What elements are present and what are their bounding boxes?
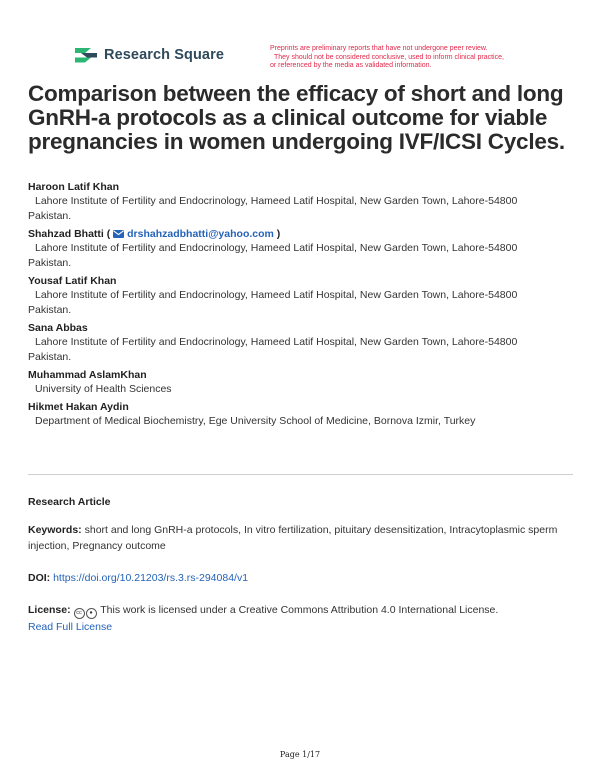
author-affiliation <box>28 241 588 271</box>
author-block <box>28 275 588 318</box>
affiliation-line: Pakistan. <box>28 304 72 316</box>
section-divider <box>28 474 573 475</box>
author-name: Shahzad Bhatti <box>28 228 104 240</box>
affiliation-line: Department of Medical Biochemistry, Ege University School of Medicine, Bornova Izmir, Turkey <box>35 415 476 427</box>
logo-text: Research Square <box>104 47 224 63</box>
read-full-license-link[interactable]: Read Full License <box>28 621 113 633</box>
attribution-icon: ● <box>86 608 97 619</box>
affiliation-line: Lahore Institute of Fertility and Endocrinology, Hameed Latif Hospital, New Garden Town, Lahore-54800 <box>35 195 518 207</box>
author-name: Muhammad AslamKhan <box>28 369 147 381</box>
doi-link[interactable]: https://doi.org/10.21203/rs.3.rs-294084/v1 <box>53 572 249 584</box>
affiliation-line: Lahore Institute of Fertility and Endocrinology, Hameed Latif Hospital, New Garden Town, Lahore-54800 <box>35 289 518 301</box>
affiliation-line: Pakistan. <box>28 351 72 363</box>
author-name: Haroon Latif Khan <box>28 181 119 193</box>
doi-label: DOI: <box>28 572 51 584</box>
notice-line: Preprints are preliminary reports that have not undergone peer review. <box>270 45 488 52</box>
page-number: Page 1/17 <box>279 750 321 759</box>
email-wrapper: ( drshahzadbhatti@yahoo.com ) <box>106 228 281 240</box>
keywords-label: Keywords: <box>28 524 82 536</box>
affiliation-line: Pakistan. <box>28 210 72 222</box>
affiliation-line: University of Health Sciences <box>35 383 172 395</box>
author-name: Hikmet Hakan Aydin <box>28 401 129 413</box>
envelope-icon <box>113 230 124 238</box>
author-email-link[interactable]: drshahzadbhatti@yahoo.com <box>127 228 274 240</box>
author-affiliation <box>28 335 588 365</box>
research-square-logo-icon <box>74 44 98 66</box>
author-block <box>28 228 588 271</box>
article-type: Research Article <box>28 496 111 508</box>
author-name-row <box>28 228 588 241</box>
paper-title: Comparison between the efficacy of short and long GnRH-a protocols as a clinical outcome for viable pregnancies in women undergoing IVF/ICSI Cycles. <box>28 81 565 154</box>
author-name: Sana Abbas <box>28 322 88 334</box>
research-square-logo[interactable] <box>74 44 224 66</box>
author-affiliation <box>28 194 588 224</box>
license-label: License: <box>28 604 71 616</box>
notice-line: They should not be considered conclusive, used to inform clinical practice, <box>274 53 504 61</box>
affiliation-line: Pakistan. <box>28 257 72 269</box>
author-name: Yousaf Latif Khan <box>28 275 117 287</box>
doi <box>28 572 248 584</box>
keywords <box>28 522 568 554</box>
author-list <box>28 181 588 433</box>
affiliation-line: Lahore Institute of Fertility and Endocrinology, Hameed Latif Hospital, New Garden Town, Lahore-54800 <box>35 336 518 348</box>
author-block <box>28 322 588 365</box>
author-affiliation <box>28 288 588 318</box>
notice-line: or referenced by the media as validated information. <box>270 62 432 69</box>
author-block <box>28 181 588 224</box>
license <box>28 602 578 636</box>
author-block <box>28 369 588 397</box>
preprint-notice <box>270 45 570 71</box>
keywords-text: short and long GnRH-a protocols, In vitro fertilization, pituitary desensitization, Intracytoplasmic sperm injection, Pregnancy outcome <box>28 524 558 552</box>
author-affiliation <box>28 382 588 397</box>
license-text: This work is licensed under a Creative Commons Attribution 4.0 International License. <box>100 604 499 616</box>
author-affiliation <box>28 414 588 429</box>
creative-commons-icon: cc <box>74 608 85 619</box>
author-block <box>28 401 588 429</box>
affiliation-line: Lahore Institute of Fertility and Endocrinology, Hameed Latif Hospital, New Garden Town, Lahore-54800 <box>35 242 518 254</box>
